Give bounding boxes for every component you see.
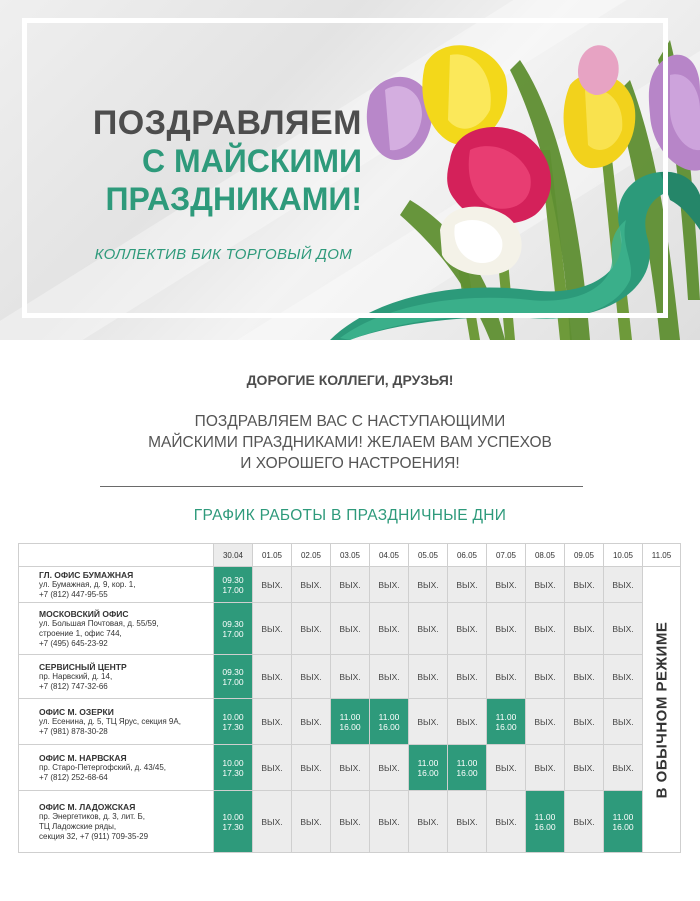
working-time: 16.00 (417, 767, 439, 778)
working-time: 09.30 (222, 666, 244, 677)
working-time: 17.00 (222, 628, 244, 639)
office-name: ОФИС М. ОЗЕРКИ (39, 706, 114, 717)
working-hours-cell (604, 791, 643, 853)
day-off-cell: ВЫХ. (526, 655, 565, 699)
working-time: 17.00 (222, 584, 244, 595)
office-cell (19, 567, 214, 603)
day-off-cell: ВЫХ. (292, 567, 331, 603)
office-name: МОСКОВСКИЙ ОФИС (39, 608, 129, 619)
day-off-cell: ВЫХ. (331, 603, 370, 655)
working-time: 09.30 (222, 618, 244, 629)
office-address-line: +7 (495) 645-23-92 (39, 638, 108, 648)
day-off-cell: ВЫХ. (253, 567, 292, 603)
day-off-cell: ВЫХ. (487, 791, 526, 853)
working-time: 11.00 (495, 711, 517, 722)
working-hours-cell (331, 699, 370, 745)
working-time: 11.00 (417, 757, 439, 768)
date-header-30.04: 30.04 (214, 544, 253, 567)
day-off-cell: ВЫХ. (448, 603, 487, 655)
day-off-cell: ВЫХ. (565, 791, 604, 853)
working-time: 16.00 (378, 721, 400, 732)
day-off-cell: ВЫХ. (331, 655, 370, 699)
working-hours-cell (526, 791, 565, 853)
corner-cell (19, 544, 214, 567)
day-off-cell: ВЫХ. (409, 567, 448, 603)
office-cell (19, 655, 214, 699)
office-address-line: пр. Нарвский, д. 14, (39, 671, 113, 681)
day-off-cell: ВЫХ. (604, 745, 643, 791)
day-off-cell: ВЫХ. (253, 745, 292, 791)
office-address-line: +7 (981) 878-30-28 (39, 726, 108, 736)
office-address-line: ул. Большая Почтовая, д. 55/59, (39, 618, 159, 628)
date-header-03.05: 03.05 (331, 544, 370, 567)
day-off-cell: ВЫХ. (370, 603, 409, 655)
day-off-cell: ВЫХ. (253, 603, 292, 655)
working-time: 11.00 (456, 757, 478, 768)
day-off-cell: ВЫХ. (565, 699, 604, 745)
day-off-cell: ВЫХ. (292, 791, 331, 853)
date-header-09.05: 09.05 (565, 544, 604, 567)
banner-headline (62, 104, 362, 218)
day-off-cell: ВЫХ. (253, 655, 292, 699)
greeting-line: ПОЗДРАВЛЯЕМ ВАС С НАСТУПАЮЩИМИ (194, 413, 506, 430)
working-time: 10.00 (222, 757, 244, 768)
normal-mode-label: В ОБЫЧНОМ РЕЖИМЕ (653, 621, 670, 798)
day-off-cell: ВЫХ. (448, 655, 487, 699)
date-header-10.05: 10.05 (604, 544, 643, 567)
day-off-cell: ВЫХ. (253, 791, 292, 853)
day-off-cell: ВЫХ. (292, 745, 331, 791)
date-header-02.05: 02.05 (292, 544, 331, 567)
divider (100, 486, 583, 487)
day-off-cell: ВЫХ. (409, 699, 448, 745)
day-off-cell: ВЫХ. (487, 745, 526, 791)
office-name: ОФИС М. НАРВСКАЯ (39, 752, 127, 763)
date-header-07.05: 07.05 (487, 544, 526, 567)
day-off-cell: ВЫХ. (409, 655, 448, 699)
day-off-cell: ВЫХ. (370, 745, 409, 791)
table-row (19, 567, 681, 603)
greeting-line: МАЙСКИМИ ПРАЗДНИКАМИ! ЖЕЛАЕМ ВАМ УСПЕХОВ (148, 434, 552, 451)
schedule-table-wrap (18, 543, 681, 853)
day-off-cell: ВЫХ. (565, 745, 604, 791)
working-time: 16.00 (456, 767, 478, 778)
normal-mode-cell (643, 567, 681, 853)
table-row (19, 655, 681, 699)
working-time: 17.30 (222, 721, 244, 732)
day-off-cell: ВЫХ. (604, 567, 643, 603)
office-address-line: пр. Энергетиков, д. 3, лит. Б, (39, 811, 145, 821)
working-time: 16.00 (534, 821, 556, 832)
office-name: ГЛ. ОФИС БУМАЖНАЯ (39, 569, 134, 580)
day-off-cell: ВЫХ. (409, 603, 448, 655)
day-off-cell: ВЫХ. (253, 699, 292, 745)
office-cell (19, 745, 214, 791)
day-off-cell: ВЫХ. (292, 655, 331, 699)
office-cell (19, 603, 214, 655)
headline-line-2: С МАЙСКИМИ (141, 143, 362, 179)
table-row (19, 603, 681, 655)
office-address-line: ул. Есенина, д. 5, ТЦ Ярус, секция 9А, (39, 716, 181, 726)
schedule-table (18, 543, 681, 853)
working-time: 11.00 (534, 811, 556, 822)
office-cell (19, 791, 214, 853)
office-address-line: +7 (812) 447-95-55 (39, 589, 108, 599)
working-time: 11.00 (612, 811, 634, 822)
day-off-cell: ВЫХ. (604, 699, 643, 745)
day-off-cell: ВЫХ. (487, 603, 526, 655)
day-off-cell: ВЫХ. (292, 603, 331, 655)
table-row (19, 699, 681, 745)
working-hours-cell (214, 567, 253, 603)
working-time: 11.00 (339, 711, 361, 722)
day-off-cell: ВЫХ. (331, 745, 370, 791)
date-header-row (19, 544, 681, 567)
headline-line-1: ПОЗДРАВЛЯЕМ (92, 104, 362, 142)
office-address-line: строение 1, офис 744, (39, 628, 122, 638)
day-off-cell: ВЫХ. (370, 567, 409, 603)
day-off-cell: ВЫХ. (487, 655, 526, 699)
office-address-line: пр. Старо-Петергофский, д. 43/45, (39, 762, 167, 772)
day-off-cell: ВЫХ. (487, 567, 526, 603)
day-off-cell: ВЫХ. (526, 567, 565, 603)
day-off-cell: ВЫХ. (565, 603, 604, 655)
date-header-08.05: 08.05 (526, 544, 565, 567)
date-header-11.05: 11.05 (643, 544, 681, 567)
day-off-cell: ВЫХ. (604, 655, 643, 699)
working-hours-cell (214, 655, 253, 699)
day-off-cell: ВЫХ. (331, 567, 370, 603)
office-address-line: +7 (812) 747-32-66 (39, 681, 108, 691)
greeting-text (0, 411, 700, 474)
working-hours-cell (409, 745, 448, 791)
day-off-cell: ВЫХ. (565, 567, 604, 603)
working-time: 16.00 (612, 821, 634, 832)
greeting-title: ДОРОГИЕ КОЛЛЕГИ, ДРУЗЬЯ! (246, 372, 454, 388)
working-hours-cell (214, 791, 253, 853)
working-hours-cell (370, 699, 409, 745)
day-off-cell: ВЫХ. (292, 699, 331, 745)
table-row (19, 791, 681, 853)
day-off-cell: ВЫХ. (448, 791, 487, 853)
office-cell (19, 699, 214, 745)
working-time: 16.00 (339, 721, 361, 732)
day-off-cell: ВЫХ. (526, 603, 565, 655)
working-time: 17.30 (222, 821, 244, 832)
office-name: СЕРВИСНЫЙ ЦЕНТР (39, 661, 127, 672)
working-hours-cell (214, 745, 253, 791)
office-address-line: ул. Бумажная, д. 9, кор. 1, (39, 579, 136, 589)
day-off-cell: ВЫХ. (370, 655, 409, 699)
day-off-cell: ВЫХ. (565, 655, 604, 699)
day-off-cell: ВЫХ. (526, 699, 565, 745)
working-time: 10.00 (222, 811, 244, 822)
working-time: 11.00 (378, 711, 400, 722)
office-address-line: +7 (812) 252-68-64 (39, 772, 108, 782)
day-off-cell: ВЫХ. (448, 567, 487, 603)
date-header-05.05: 05.05 (409, 544, 448, 567)
working-hours-cell (214, 603, 253, 655)
day-off-cell: ВЫХ. (604, 603, 643, 655)
day-off-cell: ВЫХ. (448, 699, 487, 745)
office-address-line: ТЦ Ладожские ряды, (39, 821, 117, 831)
working-hours-cell (448, 745, 487, 791)
date-header-01.05: 01.05 (253, 544, 292, 567)
headline-line-3: ПРАЗДНИКАМИ! (105, 181, 362, 217)
schedule-title: ГРАФИК РАБОТЫ В ПРАЗДНИЧНЫЕ ДНИ (193, 507, 507, 524)
working-time: 09.30 (222, 574, 244, 585)
working-hours-cell (214, 699, 253, 745)
working-time: 17.00 (222, 676, 244, 687)
holiday-banner (0, 0, 700, 340)
table-row (19, 745, 681, 791)
day-off-cell: ВЫХ. (409, 791, 448, 853)
working-time: 10.00 (222, 711, 244, 722)
day-off-cell: ВЫХ. (370, 791, 409, 853)
date-header-04.05: 04.05 (370, 544, 409, 567)
working-time: 17.30 (222, 767, 244, 778)
banner-subtitle: КОЛЛЕКТИВ БИК ТОРГОВЫЙ ДОМ (94, 246, 352, 263)
date-header-06.05: 06.05 (448, 544, 487, 567)
day-off-cell: ВЫХ. (331, 791, 370, 853)
day-off-cell: ВЫХ. (526, 745, 565, 791)
greeting-line: И ХОРОШЕГО НАСТРОЕНИЯ! (240, 455, 460, 472)
office-name: ОФИС М. ЛАДОЖСКАЯ (39, 801, 136, 812)
office-address-line: секция 32, +7 (911) 709-35-29 (39, 831, 149, 841)
working-hours-cell (487, 699, 526, 745)
working-time: 16.00 (495, 721, 517, 732)
